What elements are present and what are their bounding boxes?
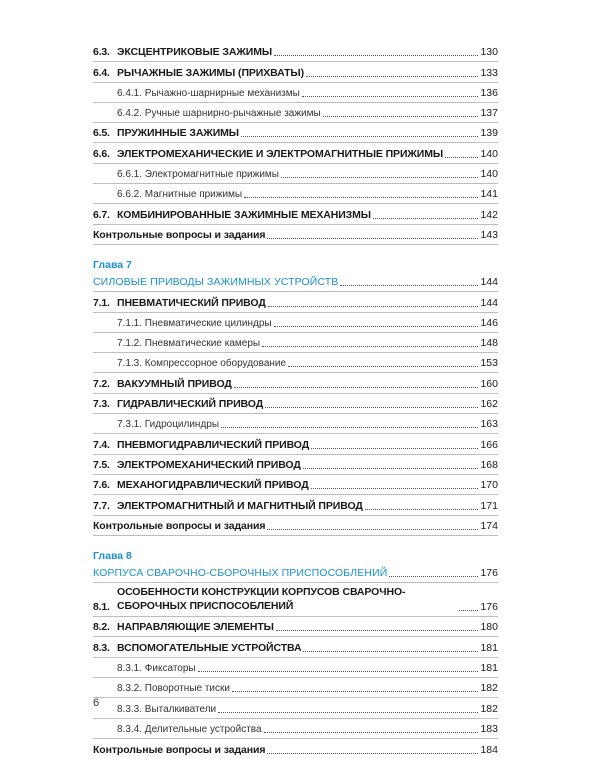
toc-entry <box>93 83 498 103</box>
dot-leader <box>262 345 478 347</box>
toc-entry-title: Контрольные вопросы и задания <box>93 744 266 757</box>
toc-entry-title: ГИДРАВЛИЧЕСКИЙ ПРИВОД <box>117 398 264 411</box>
chapter-gap <box>93 245 498 255</box>
toc-entry-number: 7.2. <box>93 377 110 390</box>
table-of-contents <box>93 42 498 759</box>
toc-entry-number: 7.7. <box>93 499 110 512</box>
dot-leader <box>218 711 478 713</box>
toc-entry-page: 141 <box>480 188 498 201</box>
toc-entry-title: ПНЕВМОГИДРАВЛИЧЕСКИЙ ПРИВОД <box>117 438 310 451</box>
toc-entry-page: 162 <box>480 398 498 411</box>
toc-entry <box>93 313 498 333</box>
toc-entry-title: МЕХАНОГИДРАВЛИЧЕСКИЙ ПРИВОД <box>117 479 309 492</box>
toc-entry-number: 8.3. <box>93 641 110 654</box>
toc-entry-page: 146 <box>480 316 498 329</box>
toc-entry-title: 7.1.3. Компрессорное оборудование <box>117 358 287 370</box>
toc-entry-title: ПРУЖИННЫЕ ЗАЖИМЫ <box>117 127 239 140</box>
toc-entry-title: 6.4.2. Ручные шарнирно-рычажные зажимы <box>117 108 321 120</box>
toc-entry-title: 6.6.1. Электромагнитные прижимы <box>117 169 279 181</box>
toc-entry-page: 140 <box>480 168 498 181</box>
toc-entry <box>93 42 498 62</box>
dot-leader <box>232 690 479 692</box>
toc-entry <box>93 739 498 759</box>
toc-entry <box>93 123 498 143</box>
toc-entry <box>93 164 498 184</box>
toc-entry <box>93 637 498 657</box>
toc-entry-number: 6.4. <box>93 66 110 79</box>
toc-entry-number: 6.3. <box>93 46 110 59</box>
dot-leader <box>323 115 479 117</box>
toc-entry-title: ЭЛЕКТРОМЕХАНИЧЕСКИЙ ПРИВОД <box>117 458 301 471</box>
toc-entry-page: 144 <box>480 296 498 309</box>
chapter-label-text: Глава 8 <box>93 549 132 562</box>
toc-entry <box>93 103 498 123</box>
dot-leader <box>281 176 479 178</box>
toc-entry-title: ЭЛЕКТРОМАГНИТНЫЙ И МАГНИТНЫЙ ПРИВОД <box>117 499 363 512</box>
toc-entry-number: 7.1. <box>93 296 110 309</box>
toc-entry-title: 8.3.1. Фиксаторы <box>117 663 196 675</box>
toc-entry <box>93 353 498 373</box>
dot-leader <box>265 406 478 408</box>
dot-leader <box>268 305 479 307</box>
dot-leader <box>303 650 478 652</box>
chapter-gap <box>93 536 498 546</box>
chapter-title-page: 176 <box>480 567 498 580</box>
toc-entry <box>93 434 498 454</box>
toc-entry-page: 170 <box>480 479 498 492</box>
dot-leader <box>267 237 478 239</box>
toc-entry-page: 174 <box>480 519 498 532</box>
toc-entry <box>93 204 498 224</box>
toc-entry-title: ВАКУУМНЫЙ ПРИВОД <box>117 377 232 390</box>
toc-entry-number: 7.3. <box>93 398 110 411</box>
toc-entry-number: 7.4. <box>93 438 110 451</box>
dot-leader <box>244 196 478 198</box>
toc-entry-title: Контрольные вопросы и задания <box>93 519 266 532</box>
toc-entry-title: 6.4.1. Рычажно-шарнирные механизмы <box>117 87 300 99</box>
chapter-label-text: Глава 7 <box>93 258 132 271</box>
toc-entry <box>93 292 498 312</box>
dot-leader <box>264 731 479 733</box>
toc-entry-page: 148 <box>480 337 498 350</box>
toc-entry-title: НАПРАВЛЯЮЩИЕ ЭЛЕМЕНТЫ <box>117 621 274 634</box>
toc-entry-page: 171 <box>480 499 498 512</box>
toc-entry <box>93 495 498 515</box>
toc-entry-page: 143 <box>480 228 498 241</box>
toc-entry <box>93 62 498 82</box>
toc-entry <box>93 617 498 637</box>
toc-entry-page: 140 <box>480 147 498 160</box>
dot-leader <box>365 508 479 510</box>
dot-leader <box>234 386 479 388</box>
dot-leader <box>303 467 479 469</box>
chapter-label <box>93 255 498 272</box>
toc-entry-page: 163 <box>480 418 498 431</box>
toc-entry-title: 7.1.2. Пневматические камеры <box>117 338 261 350</box>
dot-leader <box>276 629 479 631</box>
dot-leader <box>311 447 478 449</box>
toc-entry-title: 7.3.1. Гидроцилиндры <box>117 419 220 431</box>
dot-leader <box>389 575 478 577</box>
dot-leader <box>288 365 478 367</box>
toc-entry-title: Контрольные вопросы и задания <box>93 228 266 241</box>
toc-entry <box>93 475 498 495</box>
toc-entry-title: ПНЕВМАТИЧЕСКИЙ ПРИВОД <box>117 296 266 309</box>
toc-entry <box>93 516 498 536</box>
dot-leader <box>198 670 479 672</box>
toc-entry-title: ОСОБЕННОСТИ КОНСТРУКЦИИ КОРПУСОВ СВАРОЧНО-СБОРОЧНЫХ ПРИСПОСОБЛЕНИЙ <box>117 586 406 613</box>
dot-leader <box>340 284 478 286</box>
toc-entry-title: ВСПОМОГАТЕЛЬНЫЕ УСТРОЙСТВА <box>117 641 302 654</box>
toc-entry-title: РЫЧАЖНЫЕ ЗАЖИМЫ (ПРИХВАТЫ) <box>117 66 304 79</box>
dot-leader <box>445 156 478 158</box>
dot-leader <box>274 325 479 327</box>
toc-entry-number: 7.5. <box>93 458 110 471</box>
toc-entry-page: 176 <box>480 601 498 614</box>
toc-entry-title: 8.3.3. Выталкиватели <box>117 703 217 715</box>
toc-entry-title: ЭКСЦЕНТРИКОВЫЕ ЗАЖИМЫ <box>117 46 273 59</box>
toc-entry-number: 6.6. <box>93 147 110 160</box>
toc-entry-page: 153 <box>480 357 498 370</box>
dot-leader <box>459 609 478 611</box>
toc-entry <box>93 333 498 353</box>
toc-entry-number: 6.5. <box>93 127 110 140</box>
toc-entry-page: 160 <box>480 377 498 390</box>
toc-entry <box>93 143 498 163</box>
toc-entry <box>93 678 498 698</box>
toc-entry-page: 166 <box>480 438 498 451</box>
chapter-title-text: КОРПУСА СВАРОЧНО-СБОРОЧНЫХ ПРИСПОСОБЛЕНИЙ <box>93 567 388 580</box>
toc-entry-title: 7.1.1. Пневматические цилиндры <box>117 317 272 329</box>
toc-entry-number: 8.2. <box>93 621 110 634</box>
toc-entry-page: 182 <box>480 682 498 695</box>
dot-leader <box>221 426 478 428</box>
toc-entry-title: 8.3.4. Делительные устройства <box>117 723 262 735</box>
toc-entry-page: 181 <box>480 641 498 654</box>
chapter-label <box>93 546 498 563</box>
dot-leader <box>373 217 478 219</box>
toc-entry-page: 139 <box>480 127 498 140</box>
page-number: 6 <box>93 697 100 709</box>
toc-entry <box>93 698 498 718</box>
dot-leader <box>311 487 479 489</box>
toc-entry-number: 7.6. <box>93 479 110 492</box>
toc-entry-page: 142 <box>480 208 498 221</box>
chapter-title-page: 144 <box>480 276 498 289</box>
toc-entry-title: ЭЛЕКТРОМЕХАНИЧЕСКИЕ И ЭЛЕКТРОМАГНИТНЫЕ ПРИЖИМЫ <box>117 147 444 160</box>
dot-leader <box>274 54 478 56</box>
toc-entry-page: 136 <box>480 86 498 99</box>
toc-entry-page: 183 <box>480 722 498 735</box>
toc-entry-title: 8.3.2. Поворотные тиски <box>117 683 230 695</box>
chapter-title <box>93 563 498 583</box>
toc-entry-number: 6.7. <box>93 208 110 221</box>
toc-entry <box>93 658 498 678</box>
toc-entry <box>93 719 498 739</box>
toc-entry-title: КОМБИНИРОВАННЫЕ ЗАЖИМНЫЕ МЕХАНИЗМЫ <box>117 208 371 221</box>
dot-leader <box>267 752 478 754</box>
toc-entry <box>93 583 498 617</box>
toc-entry <box>93 394 498 414</box>
toc-entry-page: 130 <box>480 46 498 59</box>
toc-entry-page: 137 <box>480 107 498 120</box>
dot-leader <box>241 135 478 137</box>
dot-leader <box>302 95 479 97</box>
toc-entry-number: 8.1. <box>93 601 110 614</box>
toc-entry-page: 168 <box>480 458 498 471</box>
dot-leader <box>306 75 479 77</box>
toc-entry <box>93 184 498 204</box>
toc-entry <box>93 225 498 245</box>
toc-entry-page: 181 <box>480 662 498 675</box>
toc-entry <box>93 373 498 393</box>
dot-leader <box>267 528 478 530</box>
toc-entry-page: 133 <box>480 66 498 79</box>
toc-entry-page: 180 <box>480 621 498 634</box>
toc-entry <box>93 414 498 434</box>
toc-entry <box>93 455 498 475</box>
chapter-title <box>93 272 498 292</box>
toc-entry-page: 184 <box>480 744 498 757</box>
chapter-title-text: СИЛОВЫЕ ПРИВОДЫ ЗАЖИМНЫХ УСТРОЙСТВ <box>93 276 339 289</box>
toc-entry-title: 6.6.2. Магнитные прижимы <box>117 189 243 201</box>
toc-entry-page: 182 <box>480 702 498 715</box>
